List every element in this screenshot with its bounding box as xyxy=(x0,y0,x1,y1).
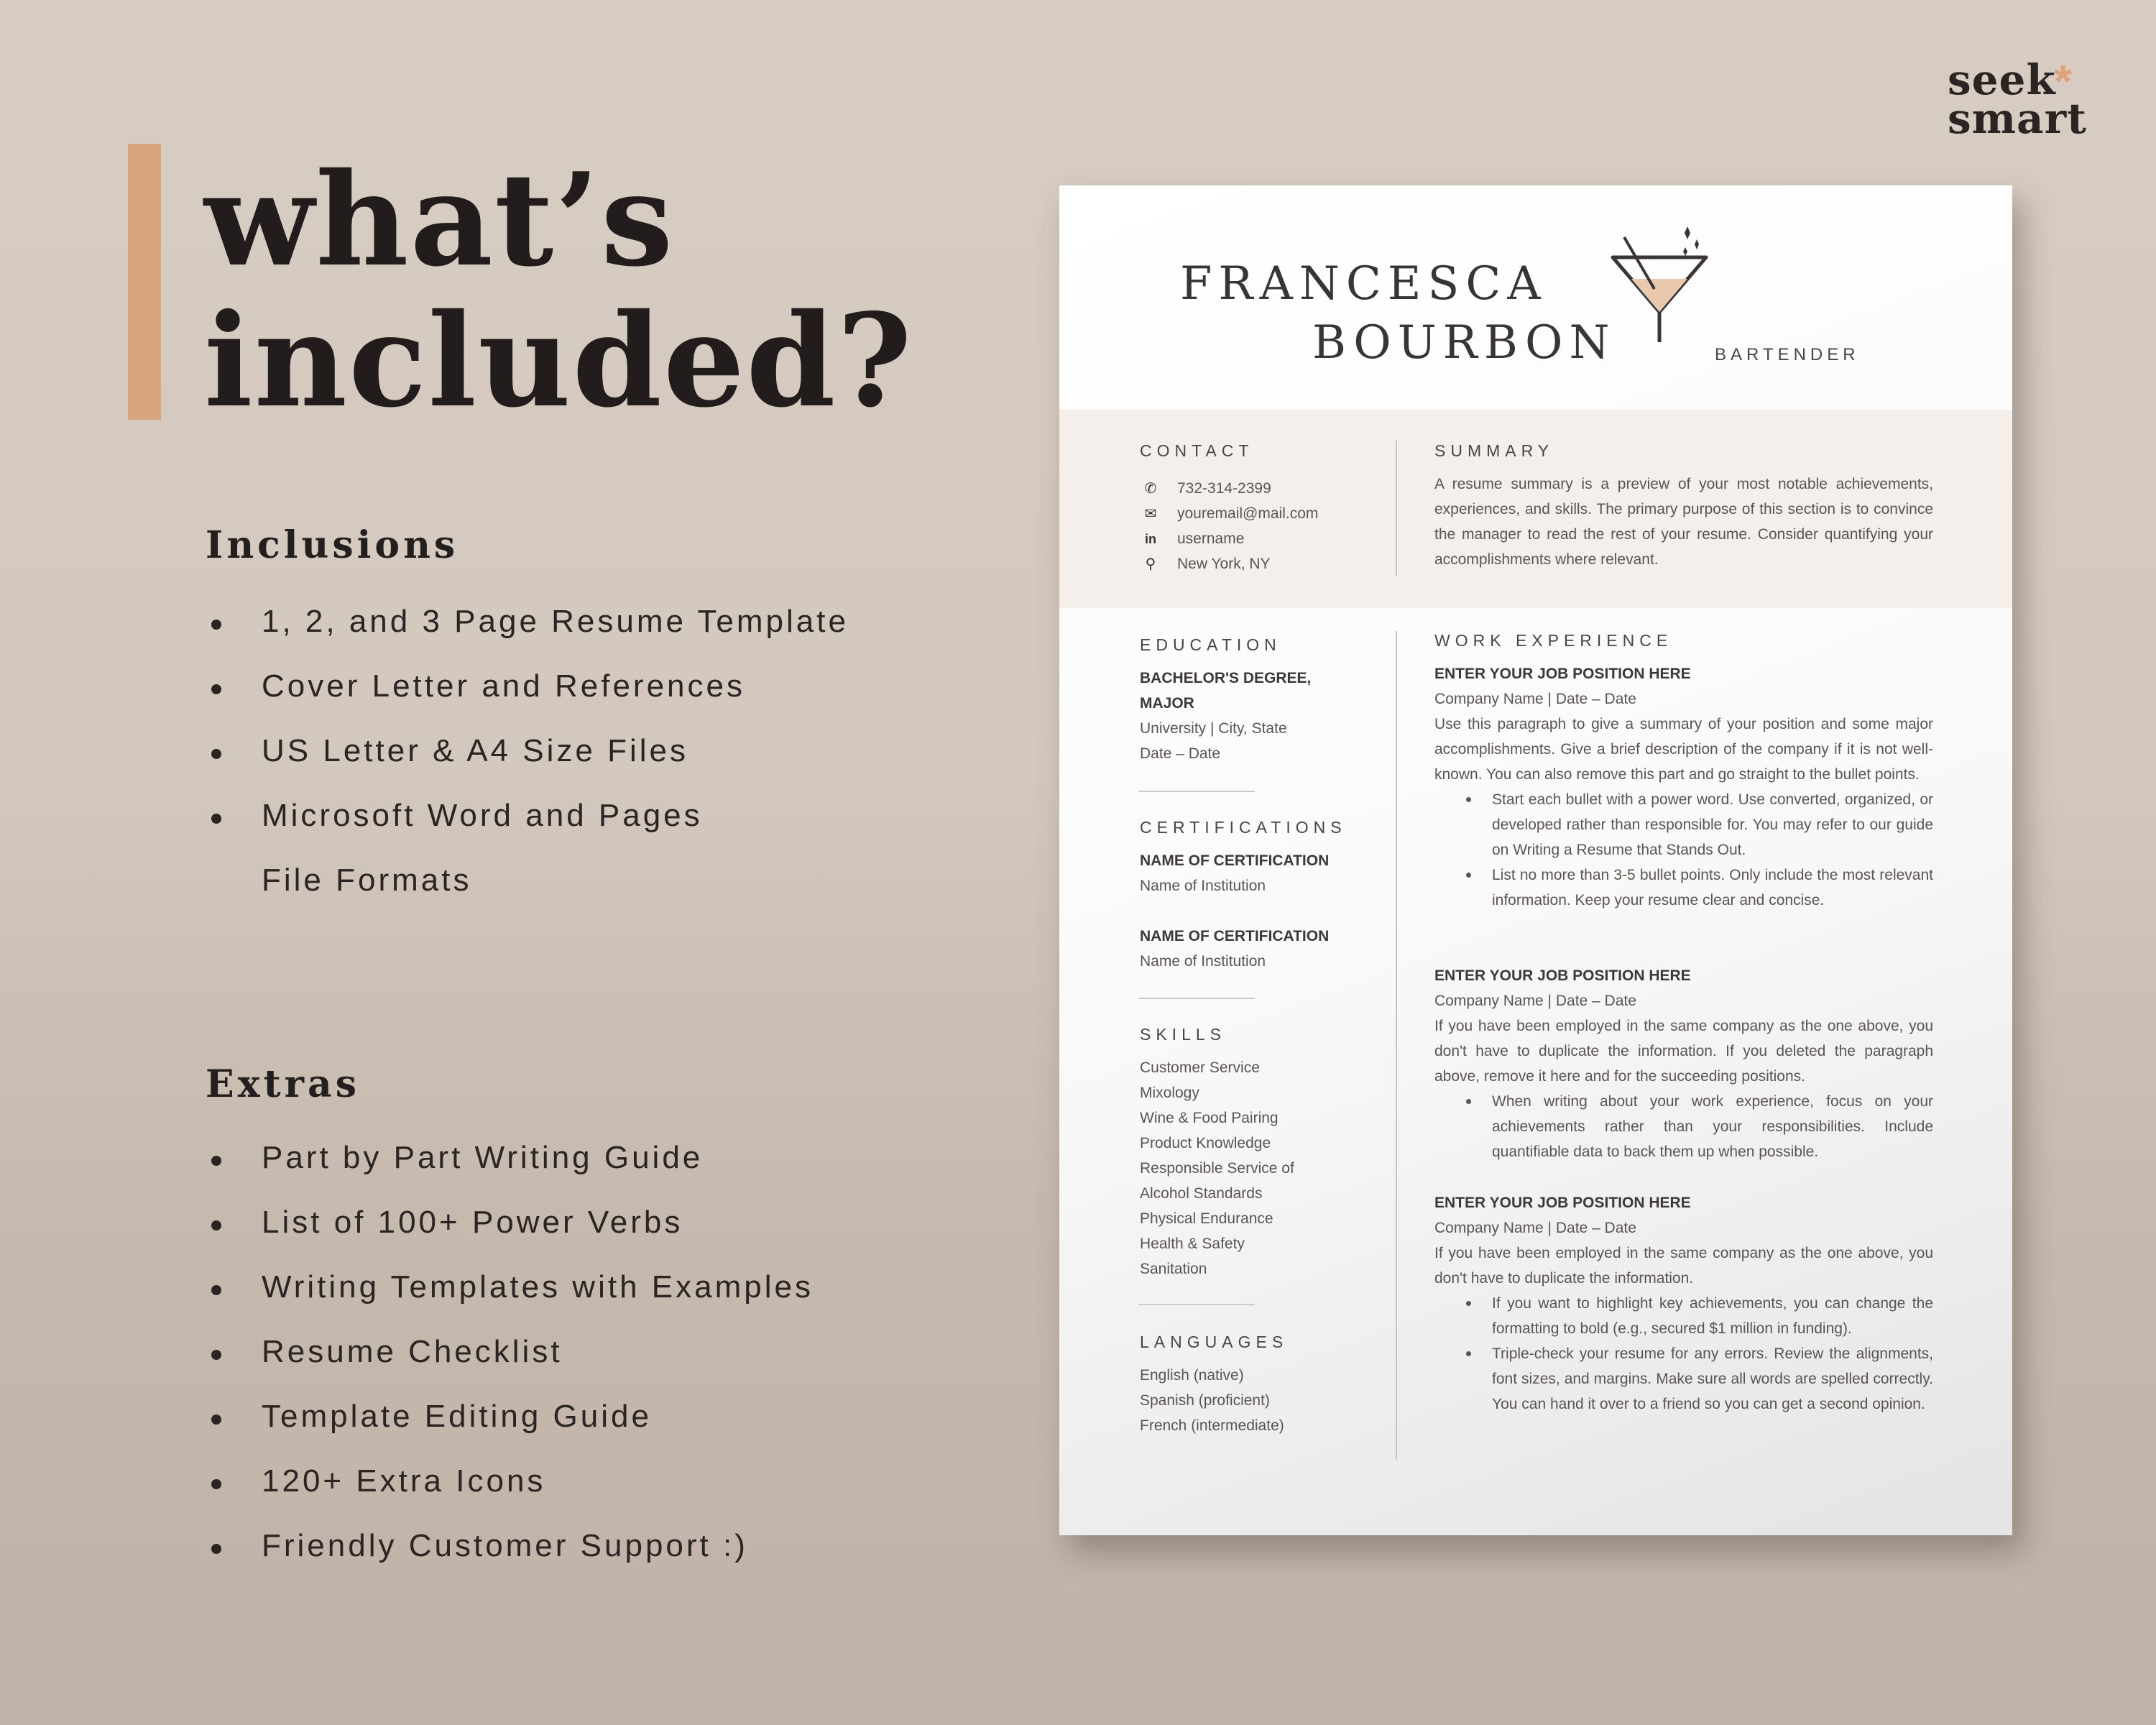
job-bullets xyxy=(1434,787,1933,913)
language-item: Spanish (proficient) xyxy=(1140,1392,1270,1409)
list-item: Cover Letter and References xyxy=(206,654,849,719)
linkedin-icon: in xyxy=(1145,532,1156,546)
contact-location: ⚲ New York, NY xyxy=(1140,551,1271,576)
certification-name: NAME OF CERTIFICATION xyxy=(1140,852,1330,869)
column-divider xyxy=(1396,440,1397,576)
brand-word-seek: seek xyxy=(1948,55,2056,104)
job-position: ENTER YOUR JOB POSITION HERE xyxy=(1434,967,1691,984)
job-bullet: Start each bullet with a power word. Use converted, organized, or developed rather than responsible for. You may refer to our guide on Writing a Resume that Stands Out. xyxy=(1434,787,1933,862)
education-dates: Date – Date xyxy=(1140,745,1221,762)
location-pin-icon: ⚲ xyxy=(1145,556,1156,572)
section-rule xyxy=(1138,791,1255,792)
job-company: Company Name | Date – Date xyxy=(1434,993,1636,1009)
resume-last-name: BOURBON xyxy=(1312,316,1616,369)
job-description: If you have been employed in the same company as the one above, you don't have to duplicate the information. xyxy=(1434,1245,1933,1287)
extras-list xyxy=(206,1126,814,1578)
language-item: English (native) xyxy=(1140,1367,1244,1384)
contact-linkedin: in username xyxy=(1140,526,1244,551)
skills-label: SKILLS xyxy=(1140,1025,1226,1044)
certification-institution: Name of Institution xyxy=(1140,878,1266,894)
contact-email: ✉ youremail@mail.com xyxy=(1140,501,1318,526)
resume-name xyxy=(1180,254,1616,372)
skills-list xyxy=(1140,1055,1294,1282)
job-bullets xyxy=(1434,1089,1933,1164)
martini-glass-icon xyxy=(1598,220,1720,342)
job-entry xyxy=(1434,1190,1933,1417)
languages-list xyxy=(1140,1363,1284,1438)
list-item: US Letter & A4 Size Files xyxy=(206,719,849,783)
job-bullets xyxy=(1434,1291,1933,1417)
skill-item: Sanitation xyxy=(1140,1261,1207,1277)
extras-heading: Extras xyxy=(206,1062,361,1106)
job-bullet: If you want to highlight key achievements, you can change the formatting to bold (e.g., secured $1 million in funding). xyxy=(1434,1291,1933,1341)
skill-item: Wine & Food Pairing xyxy=(1140,1110,1279,1126)
page-title xyxy=(204,144,913,436)
inclusions-list xyxy=(206,589,849,913)
list-item: Writing Templates with Examples xyxy=(206,1255,814,1320)
education-school: University | City, State xyxy=(1140,720,1287,737)
list-item: Part by Part Writing Guide xyxy=(206,1126,814,1190)
job-description: Use this paragraph to give a summary of your position and some major accomplishments. Give a brief description of the company if it is not well-known. You can also remove this part and go straight to the bullet points. xyxy=(1434,716,1933,783)
list-item: Template Editing Guide xyxy=(206,1384,814,1449)
title-line-1: what’s xyxy=(204,144,675,295)
job-bullet: When writing about your work experience, focus on your achievements rather than your responsibilities. Include quantifiable data to back them up when possible. xyxy=(1434,1089,1933,1164)
skill-item: Alcohol Standards xyxy=(1140,1185,1263,1202)
contact-phone: ✆ 732-314-2399 xyxy=(1140,476,1271,501)
summary-text: A resume summary is a preview of your most notable achievements, experiences, and skills. The primary purpose of this section is to convince the manager to read the rest of your resume. Consider quantifying your accomplishments where relevant. xyxy=(1434,476,1933,568)
job-position: ENTER YOUR JOB POSITION HERE xyxy=(1434,1195,1691,1211)
job-company: Company Name | Date – Date xyxy=(1434,1220,1636,1236)
asterisk-icon: * xyxy=(2054,55,2072,107)
certification-name: NAME OF CERTIFICATION xyxy=(1140,928,1330,944)
title-line-2: included? xyxy=(204,285,913,436)
job-position: ENTER YOUR JOB POSITION HERE xyxy=(1434,666,1691,682)
section-rule xyxy=(1138,998,1255,999)
certifications-label: CERTIFICATIONS xyxy=(1140,818,1347,837)
brand-word-smart: smart xyxy=(1948,94,2087,143)
job-bullet: Triple-check your resume for any errors. Review the alignments, font sizes, and margins. Make sure all words are spelled correctly. You can hand it over to a friend so you can get a second opinion. xyxy=(1434,1341,1933,1417)
education-degree: BACHELOR'S DEGREE, MAJOR xyxy=(1140,670,1312,712)
section-rule xyxy=(1138,1304,1255,1305)
resume-preview xyxy=(1059,185,2012,1535)
work-experience-label: WORK EXPERIENCE xyxy=(1434,631,1673,650)
column-divider xyxy=(1396,631,1397,1460)
job-entry xyxy=(1434,661,1933,913)
brand-logo xyxy=(1948,55,2091,143)
skill-item: Customer Service xyxy=(1140,1059,1260,1076)
job-company: Company Name | Date – Date xyxy=(1434,691,1636,707)
languages-label: LANGUAGES xyxy=(1140,1333,1289,1351)
contact-label: CONTACT xyxy=(1140,441,1254,460)
resume-first-name: FRANCESCA xyxy=(1180,257,1547,310)
mail-icon: ✉ xyxy=(1144,506,1157,522)
list-item: 120+ Extra Icons xyxy=(206,1449,814,1514)
certification-institution: Name of Institution xyxy=(1140,953,1266,970)
inclusions-heading: Inclusions xyxy=(206,523,459,567)
job-bullet: List no more than 3-5 bullet points. Only include the most relevant information. Keep your resume clear and concise. xyxy=(1434,862,1933,913)
phone-icon: ✆ xyxy=(1144,481,1157,497)
list-item: Resume Checklist xyxy=(206,1320,814,1384)
list-item-continuation: File Formats xyxy=(262,862,472,898)
skill-item: Responsible Service of xyxy=(1140,1160,1294,1177)
list-item: Friendly Customer Support :) xyxy=(206,1514,814,1578)
list-item: 1, 2, and 3 Page Resume Template xyxy=(206,589,849,654)
job-description: If you have been employed in the same company as the one above, you don't have to duplicate the information. If you deleted the paragraph above, remove it here and for the succeeding positions. xyxy=(1434,1018,1933,1085)
skill-item: Mixology xyxy=(1140,1085,1199,1101)
skill-item: Physical Endurance xyxy=(1140,1210,1273,1227)
summary-label: SUMMARY xyxy=(1434,441,1554,460)
list-item: List of 100+ Power Verbs xyxy=(206,1190,814,1255)
skill-item: Health & Safety xyxy=(1140,1236,1245,1252)
resume-job-title: BARTENDER xyxy=(1715,345,1860,364)
accent-bar xyxy=(128,144,161,420)
language-item: French (intermediate) xyxy=(1140,1417,1284,1434)
education-label: EDUCATION xyxy=(1140,635,1281,654)
skill-item: Product Knowledge xyxy=(1140,1135,1271,1151)
job-entry xyxy=(1434,963,1933,1164)
list-item: Microsoft Word and Pages xyxy=(206,783,849,848)
